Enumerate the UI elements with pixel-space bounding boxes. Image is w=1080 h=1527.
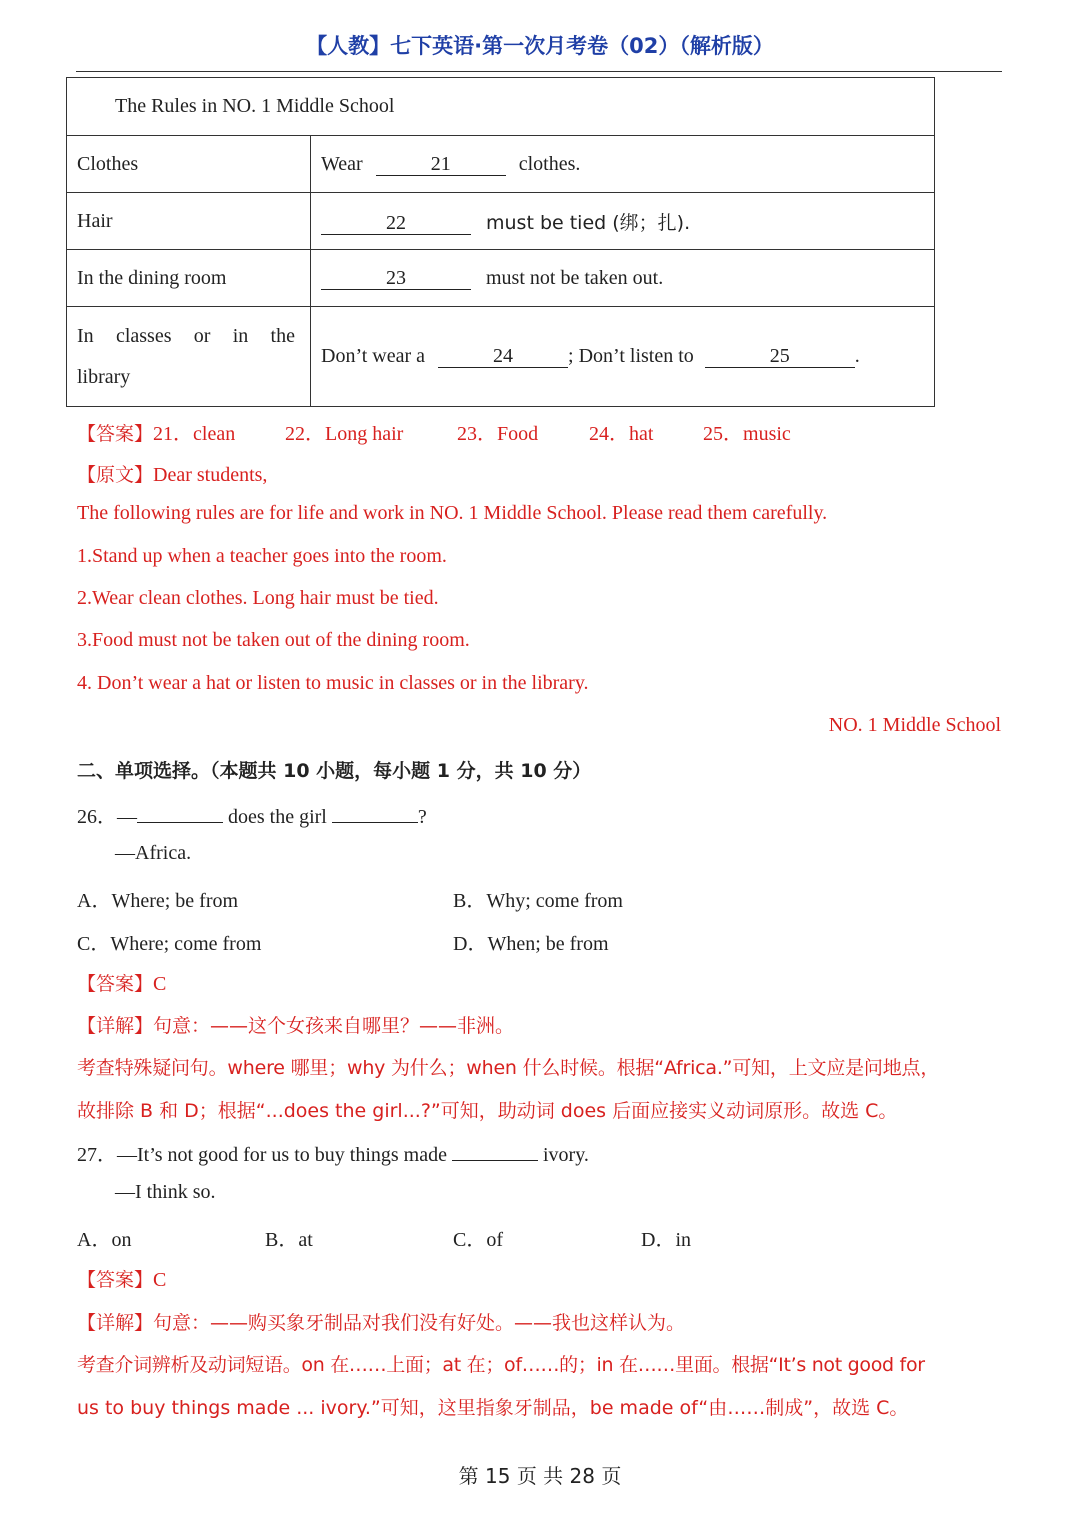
- table-title: The Rules in NO. 1 Middle School: [67, 78, 935, 136]
- label-word: the: [270, 324, 295, 347]
- source-rule-3: 3.Food must not be taken out of the dining room.: [77, 629, 470, 651]
- rules-table: [66, 77, 935, 407]
- question-number: 26．: [77, 806, 117, 828]
- question-26-reply: —Africa.: [115, 842, 192, 864]
- stem-text: does the girl: [228, 806, 327, 828]
- stem-text: ivory.: [542, 1144, 589, 1166]
- question-blank: [452, 1160, 538, 1161]
- answer-blank-24: 24: [438, 345, 568, 368]
- row-label-line1: [77, 325, 295, 348]
- row-text: .: [854, 345, 860, 367]
- option-d: D．in: [641, 1229, 691, 1251]
- option-b: B．at: [265, 1229, 313, 1251]
- question-27-detail-3: us to buy things made ... ivory.”可知，这里指象牙制品，be made of“由……制成”，故选 C。: [77, 1397, 909, 1419]
- row-text: must not be taken out.: [486, 266, 664, 289]
- row-label: Hair: [67, 193, 311, 250]
- detail-text: 句意：——这个女孩来自哪里？——非洲。: [153, 1015, 515, 1037]
- question-27-detail-1: [77, 1308, 685, 1335]
- table-title-row: [67, 78, 935, 136]
- row-label-line2: library: [77, 365, 131, 388]
- answer-item: 24．hat: [589, 423, 654, 445]
- question-27-answer: [77, 1265, 166, 1292]
- answer-blank-22: 22: [321, 212, 471, 235]
- stem-text: —It’s not good for us to buy things made: [117, 1144, 447, 1166]
- answer-item: 21．clean: [153, 423, 236, 445]
- answer-blank-25: 25: [705, 345, 855, 368]
- row-content: [311, 307, 935, 407]
- answer-item: 25．music: [703, 423, 791, 445]
- question-26-detail-3: 故排除 B 和 D；根据“...does the girl...?”可知，助动词 does 后面应接实义动词原形。故选 C。: [77, 1100, 898, 1122]
- label-word: or: [193, 324, 211, 347]
- option-a: A．on: [77, 1229, 132, 1251]
- label-word: In: [77, 324, 94, 347]
- answer-tag: 【答案】: [77, 973, 154, 995]
- table-row: [67, 307, 935, 407]
- answer-item: 23．Food: [457, 423, 539, 445]
- option-a: A．Where; be from: [77, 890, 239, 912]
- row-label: Clothes: [67, 136, 311, 193]
- greeting-text: Dear students,: [153, 464, 268, 486]
- row-label: [67, 307, 311, 407]
- option-b: B．Why; come from: [453, 890, 623, 912]
- question-26-detail-1: [77, 1011, 514, 1038]
- option-d: D．When; be from: [453, 933, 609, 955]
- row-label: In the dining room: [67, 250, 311, 307]
- question-26-stem: [77, 800, 427, 829]
- source-intro: The following rules are for life and work in NO. 1 Middle School. Please read them carefully.: [77, 502, 828, 524]
- table-row: [67, 193, 935, 250]
- source-tag: 【原文】: [77, 464, 154, 486]
- question-number: 27．: [77, 1144, 117, 1166]
- table-row: [67, 136, 935, 193]
- option-c: C．Where; come from: [77, 933, 262, 955]
- answer-blank-23: 23: [321, 267, 471, 290]
- question-26-detail-2: 考查特殊疑问句。where 哪里；why 为什么；when 什么时候。根据“Africa.”可知，上文应是问地点，: [77, 1057, 940, 1079]
- row-text: clothes.: [518, 152, 581, 175]
- row-text: ; Don’t listen to: [568, 345, 694, 367]
- question-27-stem: [77, 1138, 589, 1167]
- answer-tag: 【答案】: [77, 1269, 154, 1291]
- answer-tag: 【答案】: [77, 423, 154, 445]
- section-heading: 二、单项选择。（本题共 10 小题，每小题 1 分，共 10 分）: [77, 760, 592, 782]
- answer-blank-21: 21: [376, 153, 506, 176]
- row-text: Don’t wear a: [321, 345, 426, 367]
- source-rule-2: 2.Wear clean clothes. Long hair must be tied.: [77, 587, 439, 609]
- source-rule-1: 1.Stand up when a teacher goes into the room.: [77, 545, 447, 567]
- label-word: in: [232, 324, 249, 347]
- question-26-answer: [77, 969, 166, 996]
- detail-tag: 【详解】: [77, 1015, 154, 1037]
- row-content: [311, 193, 935, 250]
- answer-value: C: [153, 973, 167, 995]
- source-signature: NO. 1 Middle School: [828, 714, 1001, 736]
- question-blank: [137, 822, 223, 823]
- question-27-detail-2: 考查介词辨析及动词短语。on 在……上面；at 在；of……的；in 在……里面。根据“It’s not good for: [77, 1354, 925, 1376]
- detail-text: 句意：——购买象牙制品对我们没有好处。——我也这样认为。: [153, 1312, 686, 1334]
- answer-value: C: [153, 1269, 167, 1291]
- label-word: classes: [115, 324, 172, 347]
- row-content: [311, 250, 935, 307]
- row-text: Wear: [321, 152, 363, 175]
- page-number: 第 15 页 共 28 页: [458, 1464, 622, 1488]
- table-row: [67, 250, 935, 307]
- source-rule-4: 4. Don’t wear a hat or listen to music in classes or in the library.: [77, 672, 589, 694]
- option-c: C．of: [453, 1229, 503, 1251]
- row-text: must be tied (绑；扎).: [486, 211, 691, 234]
- detail-tag: 【详解】: [77, 1312, 154, 1334]
- stem-text: —: [117, 806, 137, 828]
- question-blank: [332, 822, 418, 823]
- stem-text: ?: [417, 806, 427, 828]
- header-divider: [76, 71, 1002, 72]
- row-content: [311, 136, 935, 193]
- source-greeting: [77, 460, 267, 487]
- page-header-title: 【人教】七下英语·第一次月考卷（02）（解析版）: [306, 34, 774, 58]
- answer-item: 22．Long hair: [285, 423, 404, 445]
- question-27-reply: —I think so.: [115, 1181, 216, 1203]
- answer-line-21-25: [77, 417, 791, 446]
